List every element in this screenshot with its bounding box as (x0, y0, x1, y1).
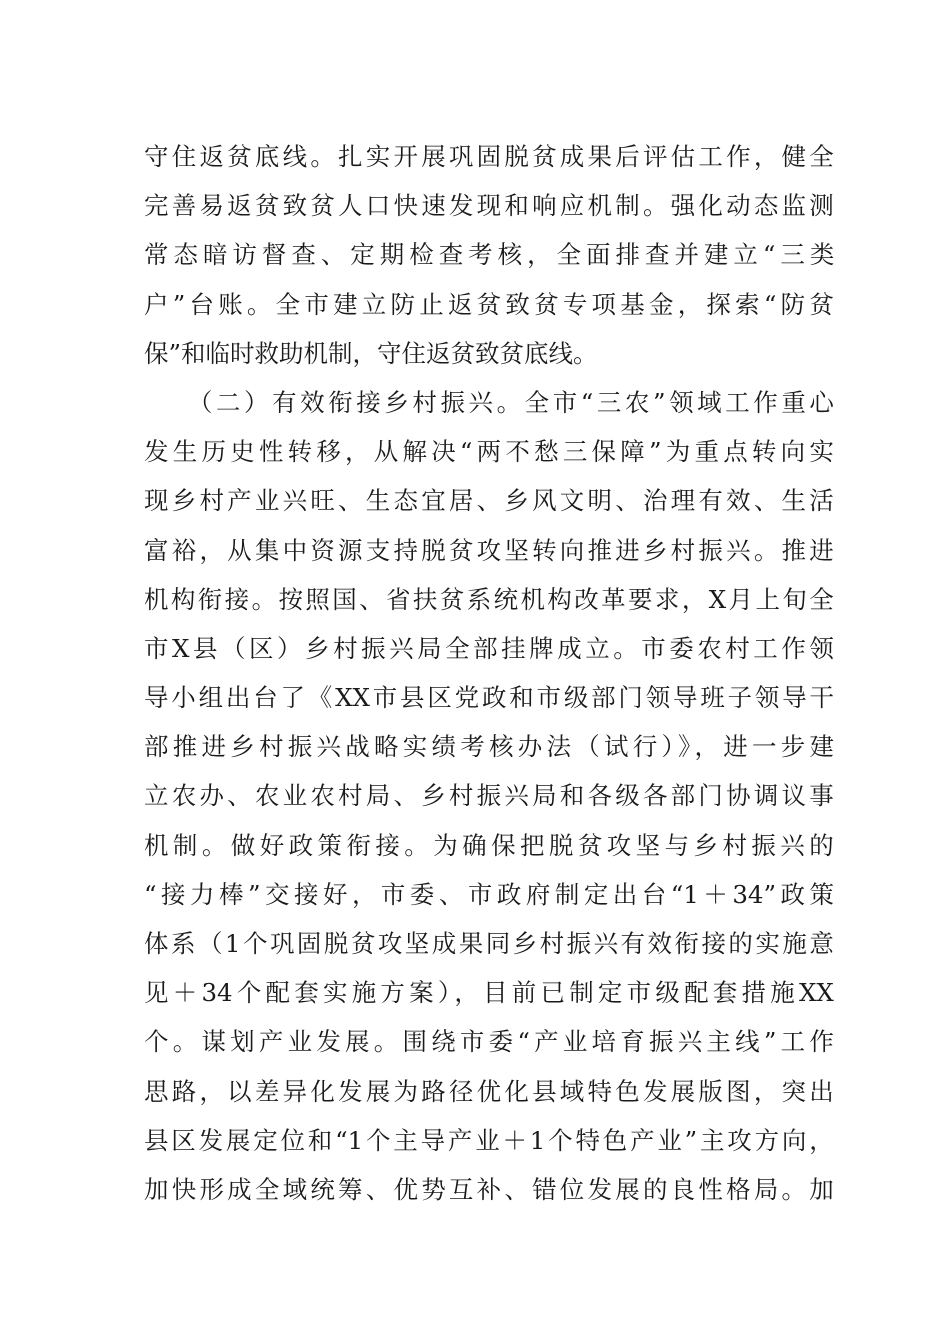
text-line: 市X县（区）乡村振兴局全部挂牌成立。市委农村工作领 (144, 633, 834, 663)
text-line: 守住返贫底线。扎实开展巩固脱贫成果后评估工作，健全 (144, 142, 834, 171)
text-line: 保”和临时救助机制，守住返贫致贫底线。 (144, 338, 598, 368)
text-line: 导小组出台了《XX市县区党政和市级部门领导班子领导干 (144, 683, 834, 713)
body-text (144, 132, 834, 1214)
text-line: （二）有效衔接乡村振兴。全市“三农”领域工作重心 (200, 387, 834, 417)
text-line: 完善易返贫致贫人口快速发现和响应机制。强化动态监测 (144, 191, 834, 221)
text-line: “接力棒”交接好，市委、市政府制定出台“1＋34”政策 (144, 879, 834, 909)
text-line: 县区发展定位和“1个主导产业＋1个特色产业”主攻方向， (144, 1125, 834, 1155)
text-line: 机构衔接。按照国、省扶贫系统机构改革要求，X月上旬全 (144, 584, 834, 614)
text-line: 发生历史性转移，从解决“两不愁三保障”为重点转向实 (144, 437, 834, 467)
text-line: 体系（1个巩固脱贫攻坚成果同乡村振兴有效衔接的实施意 (144, 929, 834, 958)
text-line: 个。谋划产业发展。围绕市委“产业培育振兴主线”工作 (144, 1027, 834, 1057)
text-line: 户”台账。全市建立防止返贫致贫专项基金，探索“防贫 (144, 289, 834, 319)
text-line: 富裕，从集中资源支持脱贫攻坚转向推进乡村振兴。推进 (144, 535, 834, 565)
text-line: 常态暗访督查、定期检查考核，全面排查并建立“三类 (144, 240, 835, 270)
text-line: 部推进乡村振兴战略实绩考核办法（试行）》，进一步建 (144, 732, 834, 762)
text-line: 现乡村产业兴旺、生态宜居、乡风文明、治理有效、生活 (144, 486, 834, 516)
text-line: 机制。做好政策衔接。为确保把脱贫攻坚与乡村振兴的 (144, 830, 834, 860)
text-line: 立农办、农业农村局、乡村振兴局和各级各部门协调议事 (144, 781, 834, 811)
text-line: 思路，以差异化发展为路径优化县域特色发展版图，突出 (144, 1076, 834, 1106)
text-line: 见＋34个配套实施方案），目前已制定市级配套措施XX (144, 978, 834, 1008)
text-line: 加快形成全域统筹、优势互补、错位发展的良性格局。加 (144, 1174, 834, 1204)
